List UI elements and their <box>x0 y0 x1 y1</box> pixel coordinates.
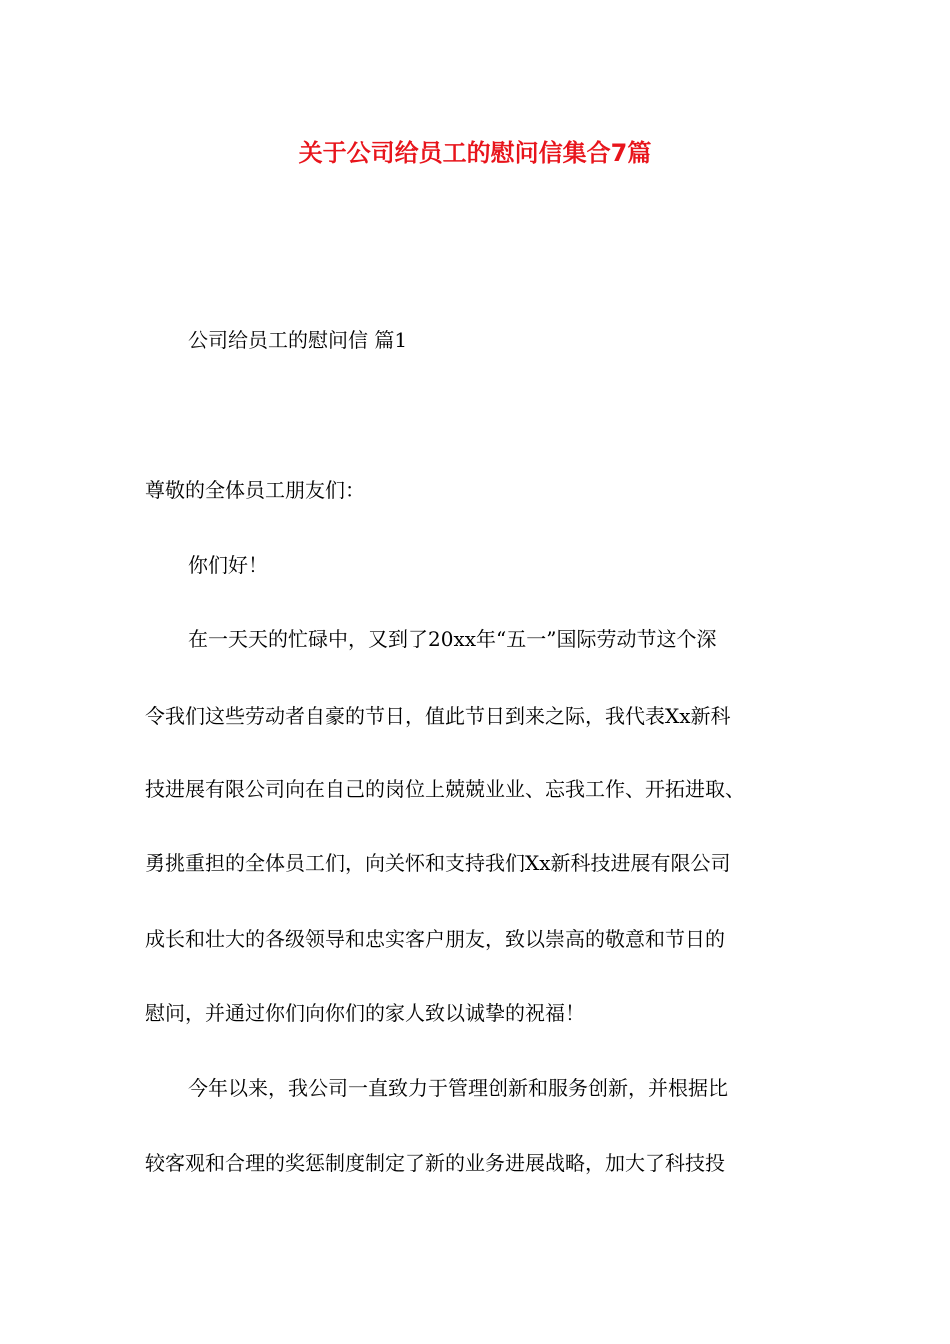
body-line: 成长和壮大的各级领导和忠实客户朋友，致以崇高的敬意和节日的 <box>145 927 725 951</box>
body-line: 勇挑重担的全体员工们，向关怀和支持我们Xx新科技进展有限公司 <box>145 851 731 875</box>
section-heading: 公司给员工的慰问信 篇1 <box>188 328 408 352</box>
body-line: 技进展有限公司向在自己的岗位上兢兢业业、忘我工作、开拓进取、 <box>145 777 745 801</box>
body-line: 今年以来，我公司一直致力于管理创新和服务创新，并根据比 <box>188 1076 728 1100</box>
body-line: 令我们这些劳动者自豪的节日，值此节日到来之际，我代表Xx新科 <box>145 704 731 728</box>
document-title: 关于公司给员工的慰问信集合7篇 <box>298 139 652 167</box>
body-line: 慰问，并通过你们向你们的家人致以诚挚的祝福！ <box>145 1001 585 1025</box>
greeting-line: 你们好！ <box>188 553 268 577</box>
body-line: 较客观和合理的奖惩制度制定了新的业务进展战略，加大了科技投 <box>145 1151 725 1175</box>
salutation: 尊敬的全体员工朋友们： <box>145 478 365 502</box>
body-line: 在一天天的忙碌中，又到了20xx年“五一”国际劳动节这个深 <box>188 627 717 651</box>
